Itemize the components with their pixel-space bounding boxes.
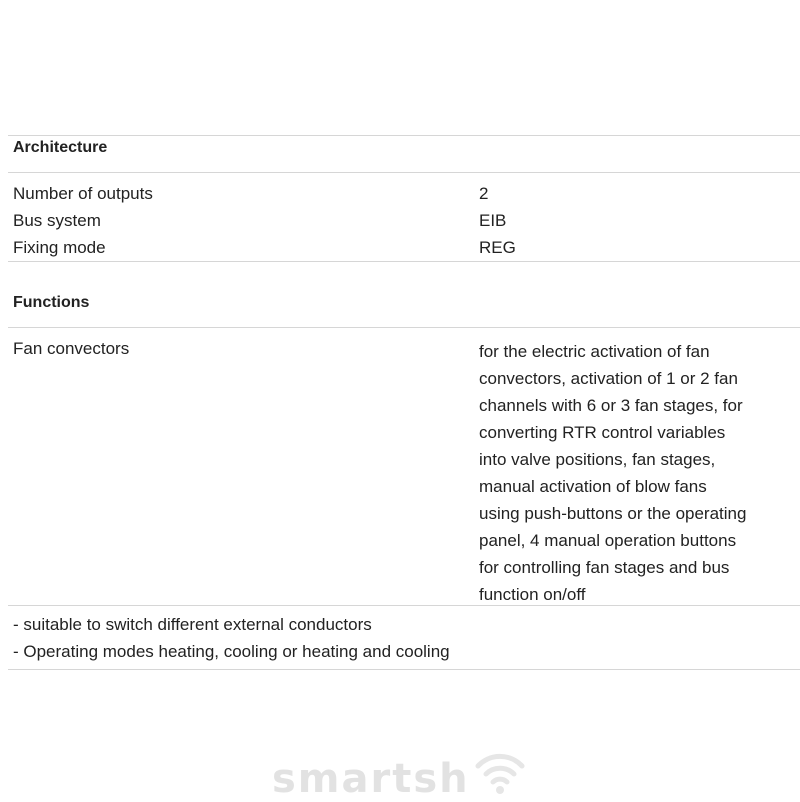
architecture-bottom-divider (8, 261, 800, 262)
fan-convectors-label: Fan convectors (13, 339, 130, 358)
spec-value: 2 (479, 184, 489, 203)
functions-row-divider (8, 605, 800, 606)
top-divider (8, 135, 800, 136)
description-line: converting RTR control variables (479, 423, 726, 442)
description-line: for controlling fan stages and bus (479, 558, 730, 577)
description-line: into valve positions, fan stages, (479, 450, 716, 469)
description-line: function on/off (479, 585, 586, 604)
section-heading-functions: Functions (13, 294, 90, 311)
note-line: - Operating modes heating, cooling or heating and cooling (13, 642, 450, 661)
spec-label: Fixing mode (13, 238, 106, 257)
section-heading-architecture: Architecture (13, 139, 108, 156)
watermark (272, 740, 532, 800)
note-line: - suitable to switch different external conductors (13, 615, 372, 634)
description-line: panel, 4 manual operation buttons (479, 531, 737, 550)
description-line: for the electric activation of fan (479, 342, 710, 361)
architecture-header-divider (8, 172, 800, 173)
description-line: using push-buttons or the operating (479, 504, 747, 523)
fan-convectors-description (479, 338, 797, 608)
watermark-text: smartsh (272, 756, 470, 802)
spec-label: Bus system (13, 211, 101, 230)
bottom-divider (8, 669, 800, 670)
description-line: channels with 6 or 3 fan stages, for (479, 396, 743, 415)
functions-header-divider (8, 327, 800, 328)
description-line: manual activation of blow fans (479, 477, 707, 496)
wifi-icon (468, 740, 532, 800)
spec-value: REG (479, 238, 516, 257)
description-line: convectors, activation of 1 or 2 fan (479, 369, 738, 388)
spec-label: Number of outputs (13, 184, 153, 203)
spec-value: EIB (479, 211, 507, 230)
